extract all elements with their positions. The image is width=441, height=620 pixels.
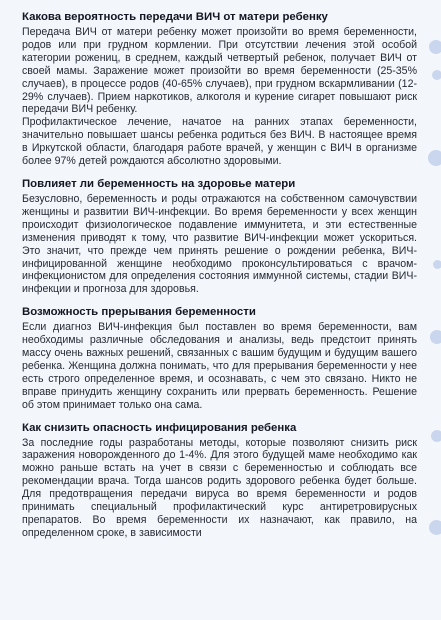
paragraph: Безусловно, беременность и роды отражаются на собственном самочувствии женщины и развитии ВИЧ-инфекции. Во время беременности у всех женщин происходит физиологическое подавление иммунитета, и эти естественные изменения приводят к тому, что развитие ВИЧ-инфекции может ускориться. Это значит, что прежде чем принять решение о рождении ребенка, ВИЧ-инфицированной женщине необходимо проконсультироваться с врачом-инфекционистом для определения состояния иммунной системы, стадии ВИЧ-инфекции и прогноза для здоровья. [22,192,417,296]
paragraph: Если диагноз ВИЧ-инфекция был поставлен во время беременности, вам необходимы различные обследования и анализы, ведь предстоит принять массу очень важных решений, связанных с вашим будущим и будущим вашего ребенка. Женщина должна понимать, что для прерывания беременности у нее есть строго определенное время, и осознавать, с чем это связано. Никто не вправе принудить женщину сохранить или прервать беременность. Решение об этом принимает только она сама. [22,321,417,411]
paragraph: Передача ВИЧ от матери ребенку может произойти во время беременности, родов или при грудном кормлении. При отсутствии лечения этой особой категории рожениц, в среднем, каждый четвертый ребенок, получает ВИЧ от своей мамы. Заражение может произойти во время беременности (25-35% случаев), в процессе родов (40-65% случаев), при грудном вскармливании (12-29% случаев). Прием наркотиков, алкоголя и курение сигарет повышают риск передачи ВИЧ ребенку. [22,26,417,116]
section-heading: Как снизить опасность инфицирования ребенка [22,421,297,434]
paragraph: Профилактическое лечение, начатое на ранних этапах беременности, значительно повышает шансы ребенка родиться без ВИЧ. В настоящее время в Иркутской области, благодаря работе врачей, у женщин с ВИЧ в организме более 97% детей рождаются абсолютно здоровыми. [22,116,417,168]
section-heading: Возможность прерывания беременности [22,306,256,319]
section-transmission-probability [22,10,417,168]
section-termination-option [22,305,417,411]
section-pregnancy-and-health [22,177,417,296]
section-heading: Какова вероятность передачи ВИЧ от матери ребенку [22,11,328,23]
paragraph: За последние годы разработаны методы, которые позволяют снизить риск заражения новорожденного до 1-4%. Для этого будущей маме необходимо как можно раньше встать на учет в связи с беременностью и соблюдать все рекомендации врача. Тогда шансов родить здорового ребенка будет больше. Для предотвращения передачи вируса во время беременности и родов принимать специальный профилактический курс антиретровирусных препаратов. Во время беременности их назначают, как правило, на определенном сроке, в зависимости [22,436,417,539]
section-heading: Повлияет ли беременность на здоровье матери [22,177,296,190]
section-reduce-infection-risk [22,421,417,540]
